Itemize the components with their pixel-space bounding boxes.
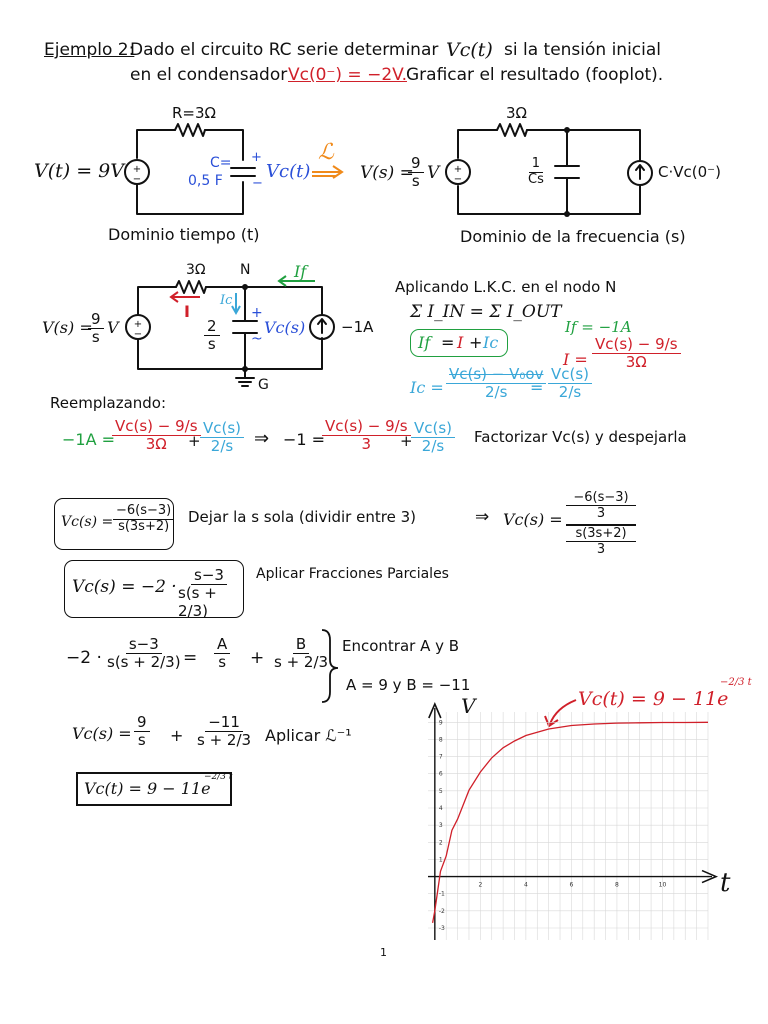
resistor-1-label: R=3Ω — [172, 104, 216, 122]
boxed-i: I — [457, 333, 464, 352]
svg-text:−: − — [453, 174, 463, 185]
final-result-exponent: −2/3 t — [204, 772, 233, 782]
capacitor-3-impedance: $\frac{2}{s}$ — [204, 318, 220, 354]
step2-lhs: Vc(s) = −2 · — [72, 577, 177, 597]
step2-box — [64, 560, 244, 618]
step3-b-fraction: $\frac{B}{s + 2/3}$ — [274, 635, 329, 672]
x-axis-arrowhead — [702, 871, 716, 883]
y-tick-label: -2 — [438, 907, 445, 915]
example-label: Ejemplo 2: — [44, 40, 135, 60]
step3-note: Encontrar A y B — [342, 637, 460, 655]
step3-eq: = — [183, 648, 198, 668]
ic-fraction-2: $\frac{Vc(s)}{2/s}$ — [548, 366, 592, 402]
step3-fraction: $\frac{s-3}{s(s + 2/3)}$ — [107, 635, 181, 672]
cap-3-minus: ~ — [251, 331, 263, 347]
step3-plus: + — [250, 648, 265, 668]
resistor-3-label: 3Ω — [186, 262, 206, 278]
current-source-3-label: −1A — [341, 318, 374, 336]
y-axis-label: V — [461, 694, 476, 718]
initial-condition: Vc(0⁻) = −2V. — [288, 65, 407, 85]
cap-1-name: C= — [210, 155, 232, 171]
cap-1-value: 0,5 F — [188, 173, 223, 189]
boxed-eq: = — [441, 333, 455, 352]
y-tick-label: 2 — [438, 839, 443, 847]
step2-fraction: $\frac{s-3}{s(s + 2/3)}$ — [175, 567, 243, 620]
x-axis-label: t — [720, 868, 731, 898]
y-tick-label: -1 — [438, 890, 445, 898]
problem-vc: Vc(t) — [446, 39, 493, 61]
y-tick-label: -3 — [438, 925, 445, 932]
plot-series — [433, 722, 708, 923]
replace-fraction-4: $\frac{Vc(s)}{2/s}$ — [411, 420, 455, 456]
ic-lhs: Ic = — [410, 378, 444, 397]
ic-eq: = — [530, 378, 544, 397]
x-tick-label: 6 — [569, 881, 574, 889]
current-i-arrow — [171, 292, 200, 302]
resistor-2 — [497, 124, 527, 136]
factorize-note: Factorizar Vc(s) y despejarla — [474, 428, 687, 446]
replace-plus-2: + — [400, 432, 413, 450]
current-source-2-label: C·Vc(0⁻) — [658, 163, 721, 181]
plot-grid — [428, 712, 708, 940]
source-2-fraction: $\frac{9}{s}$ — [408, 155, 424, 191]
step1-note: Dejar la s sola (dividir entre 3) — [188, 508, 416, 526]
problem-text-2: en el condensador — [130, 65, 288, 85]
if-value: If = −1A — [565, 318, 632, 336]
step2-note: Aplicar Fracciones Parciales — [256, 566, 449, 582]
current-ic-arrow — [232, 293, 240, 313]
y-tick-label: 3 — [438, 822, 443, 830]
replace-lhs-1: −1A = — [62, 430, 116, 449]
circuit-1-wires — [125, 124, 255, 214]
step3-lhs: −2 · — [66, 648, 102, 668]
step1-rhs-lhs: Vc(s) = — [503, 510, 563, 529]
y-tick-label: 4 — [438, 805, 443, 812]
replace-fraction-1: $\frac{Vc(s) - 9/s}{3\Omega}$ — [112, 418, 201, 454]
svg-text:+: + — [453, 164, 463, 175]
cap-1-minus: − — [252, 176, 263, 191]
step4-plus: + — [170, 726, 184, 745]
svg-text:−: − — [133, 329, 143, 340]
step1-box — [54, 498, 174, 550]
resistor-2-label: 3Ω — [506, 104, 528, 122]
cap-3-plus: + — [251, 305, 263, 321]
step4-fraction-2: $\frac{-11}{s + 2/3}$ — [197, 713, 252, 750]
step1-arrow: ⇒ — [475, 507, 490, 527]
step1-fraction: $\frac{-6(s-3)}{s(3s+2)}$ — [113, 504, 174, 535]
ic-fraction: $\frac{\text{Vc(s) − V₀ov}}{2/s}$ — [446, 366, 546, 402]
final-result-base: Vc(t) = 9 − 11e — [84, 779, 211, 798]
source-2-lhs: V(s) = — [360, 163, 414, 183]
boxed-plus: + — [469, 333, 483, 352]
graph-annotation-exponent: −2/3 t — [720, 677, 752, 688]
capacitor-1 — [231, 168, 255, 176]
replace-arrow: ⇒ — [254, 428, 270, 449]
cap-3-voltage: Vc(s) — [264, 318, 306, 337]
laplace-symbol: ℒ — [318, 140, 334, 165]
source-1-label: V(t) = 9V — [34, 160, 124, 182]
source-2-unit: V — [427, 163, 440, 183]
source-3-unit: V — [107, 318, 119, 337]
cap-1-voltage: Vc(t) — [266, 161, 311, 182]
svg-text:−: − — [132, 174, 142, 185]
compound-num-top: −6(s−3) — [573, 490, 629, 505]
resistor-1 — [175, 124, 205, 136]
reemplazando-label: Reemplazando: — [50, 394, 167, 412]
i-fraction: $\frac{Vc(s) - 9/s}{3\Omega}$ — [592, 336, 681, 372]
step1-compound-fraction — [566, 490, 636, 557]
cap-1-plus: + — [251, 150, 262, 165]
final-result-box — [76, 772, 232, 806]
time-domain-label: Dominio tiempo (t) — [108, 225, 260, 244]
step3-result: A = 9 y B = −11 — [346, 676, 471, 694]
boxed-ic: Ic — [483, 333, 499, 352]
y-tick-label: 1 — [438, 856, 443, 864]
step4-fraction-1: $\frac{9}{s}$ — [134, 714, 150, 750]
laplace-arrow — [312, 166, 342, 178]
x-tick-label: 8 — [615, 881, 619, 889]
y-tick-label: 7 — [438, 753, 443, 761]
source-3-fraction: $\frac{9}{s}$ — [88, 311, 104, 347]
compound-num-bot: 3 — [566, 505, 636, 521]
lkc-sum: Σ I_IN = Σ I_OUT — [410, 302, 562, 322]
i-label: I — [184, 302, 190, 321]
circuit-2-wires — [446, 124, 652, 214]
replace-plus-1: + — [188, 432, 201, 450]
graph-annotation-base: Vc(t) = 9 − 11e — [578, 688, 729, 710]
problem-text-3: Graficar el resultado (fooplot). — [406, 65, 664, 85]
step4-note: Aplicar ℒ⁻¹ — [265, 726, 352, 745]
i-lhs: I = — [563, 350, 588, 369]
svg-text:+: + — [133, 319, 143, 330]
y-tick-label: 6 — [438, 770, 443, 778]
page-number: 1 — [380, 946, 387, 959]
plot-axes — [428, 704, 716, 940]
step3-a-fraction: $\frac{A}{s}$ — [214, 636, 230, 672]
x-tick-label: 2 — [478, 881, 483, 889]
if-label: If — [294, 262, 307, 281]
compound-den-bot: 3 — [566, 541, 636, 557]
step1-lhs: Vc(s) = — [61, 514, 114, 530]
source-3-lhs: V(s) = — [42, 318, 93, 337]
svg-text:+: + — [132, 164, 142, 175]
boxed-current-equation — [410, 329, 508, 357]
problem-text-1b: si la tensión inicial — [504, 40, 662, 60]
replace-lhs-2: −1 = — [283, 430, 326, 449]
compound-den-top: s(3s+2) — [566, 524, 636, 541]
lkc-title: Aplicando L.K.C. en el nodo N — [395, 278, 617, 296]
ground-label: G — [258, 377, 269, 393]
node-n-label: N — [240, 262, 251, 278]
plot-ticks — [439, 719, 667, 932]
y-axis-arrowhead — [429, 704, 441, 718]
frequency-domain-label: Dominio de la frecuencia (s) — [460, 227, 686, 246]
replace-fraction-2: $\frac{Vc(s)}{2/s}$ — [200, 420, 244, 456]
boxed-if: If — [418, 333, 431, 352]
impedance-2 — [555, 130, 579, 214]
ic-label: Ic — [220, 293, 233, 308]
step4-lhs: Vc(s) = — [72, 724, 132, 743]
problem-text-1: Dado el circuito RC serie determinar — [130, 40, 439, 60]
x-tick-label: 10 — [658, 881, 667, 889]
y-tick-label: 9 — [438, 719, 443, 727]
y-tick-label: 8 — [438, 736, 443, 744]
x-tick-label: 4 — [523, 881, 528, 889]
impedance-2-label: $\frac{1}{Cs}$ — [528, 156, 544, 187]
resistor-3 — [176, 281, 206, 293]
replace-fraction-3: $\frac{Vc(s) - 9/s}{3}$ — [322, 418, 411, 454]
y-tick-label: 5 — [438, 787, 443, 795]
vc-curve — [433, 722, 708, 923]
